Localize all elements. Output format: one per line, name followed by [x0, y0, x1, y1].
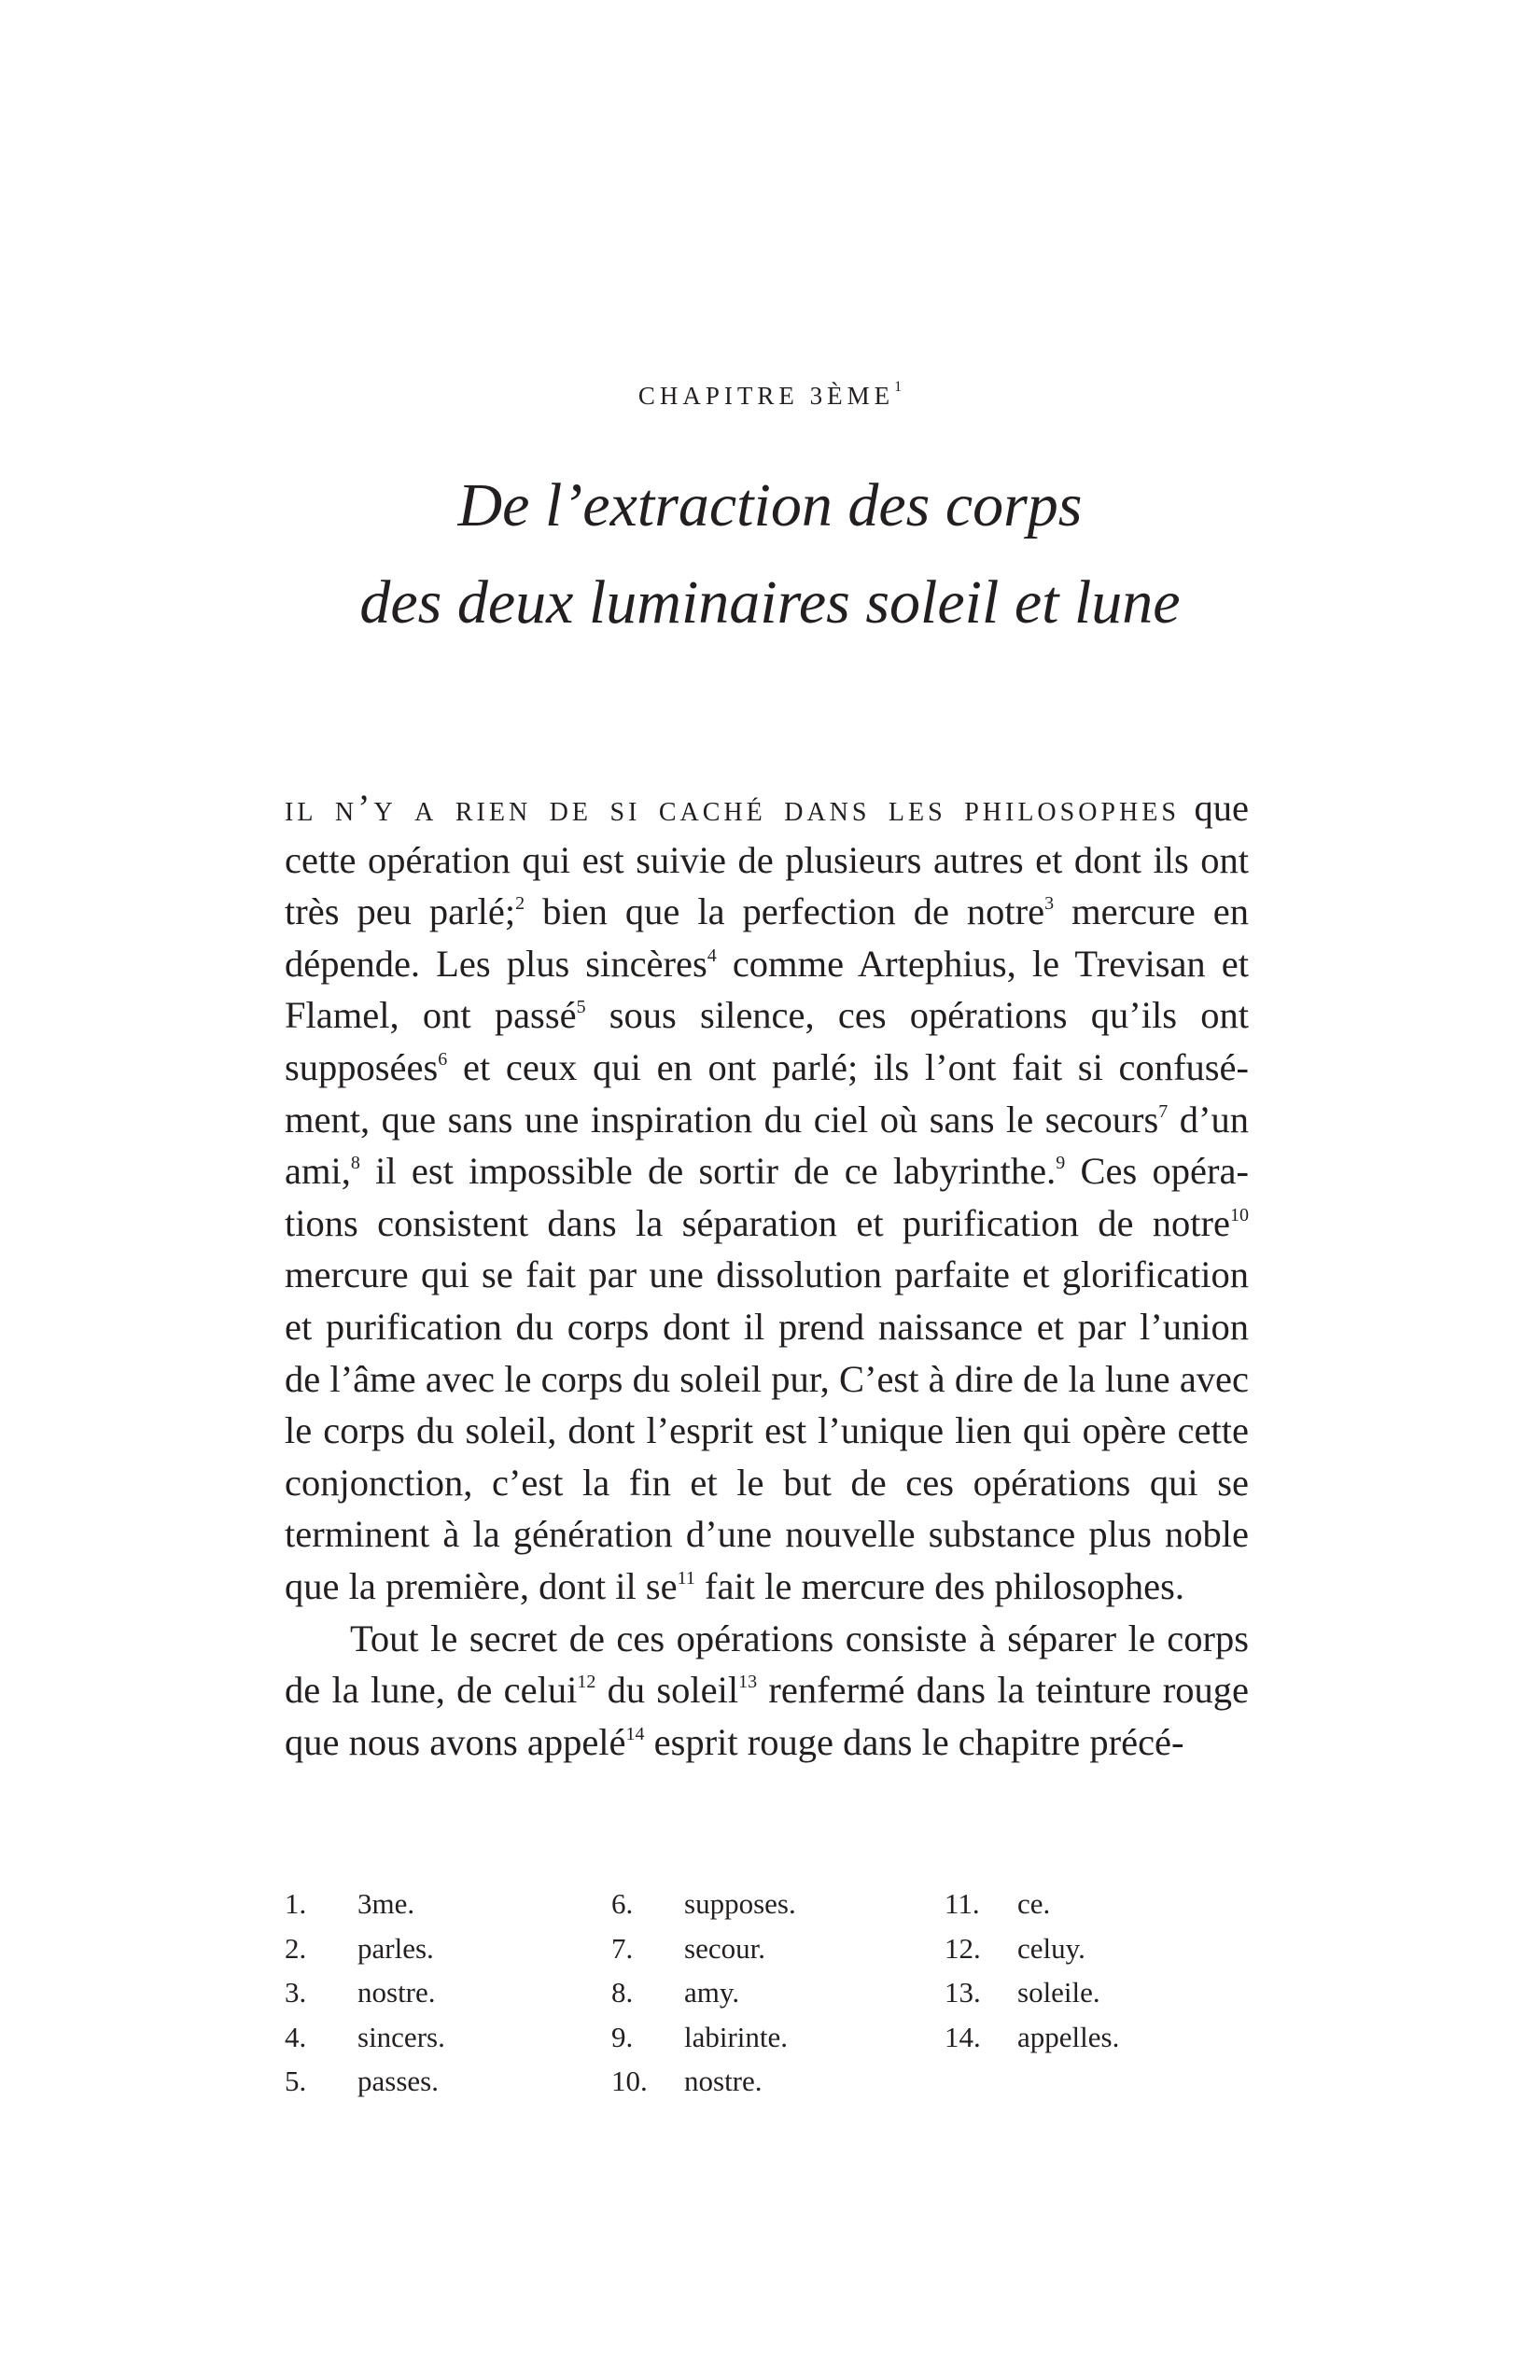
text-run: Ces opérations consistent dans la séparation et purification de notre	[285, 1150, 1249, 1244]
footnote-column-2	[611, 1882, 945, 2104]
text-run: renfermé dans la teinture rouge que nous avons appelé	[285, 1669, 1249, 1763]
footnote	[945, 1882, 1178, 1926]
footnote-text: nostre.	[357, 1976, 436, 2009]
footnote-ref-2: 2	[515, 893, 525, 915]
chapter-title-line-2: des deux luminaires soleil et lune	[359, 568, 1181, 637]
footnote	[285, 1882, 611, 1926]
footnote-number: 1.	[285, 1887, 307, 1920]
footnote-number: 13.	[945, 1976, 981, 2009]
text-run: et ceux qui en ont parlé; ils l’ont fait si confusément, que sans une inspiration du ciel où sans le secours	[285, 1045, 1249, 1141]
footnote	[945, 1926, 1178, 1971]
footnote	[285, 2059, 611, 2104]
text-run: il est impossible de sortir de ce labyrinthe.	[359, 1150, 1057, 1193]
footnote	[945, 1970, 1178, 2015]
footnote-ref-3: 3	[1044, 893, 1055, 915]
footnote	[611, 2015, 945, 2060]
footnote-number: 6.	[611, 1887, 634, 1920]
text-run: bien que la perfection de notre	[525, 890, 1045, 933]
footnote-ref-10: 10	[1230, 1204, 1249, 1225]
opening-small-caps: il n’y a rien de si caché dans les philosophes	[285, 787, 1180, 829]
footnote-number: 2.	[285, 1931, 307, 1965]
footnote-text: passes.	[357, 2065, 439, 2097]
footnote-number: 12.	[945, 1931, 981, 1965]
chapter-title	[0, 457, 1540, 651]
text-run: que cette opération qui est suivie de plusieurs autres et dont ils ont très peu parlé;	[285, 787, 1249, 933]
footnote-text: amy.	[684, 1976, 740, 2009]
footnote	[611, 1926, 945, 1971]
footnote-ref-4: 4	[707, 945, 717, 966]
footnote-text: soleile.	[1017, 1976, 1100, 2009]
footnote	[285, 1926, 611, 1971]
footnote-ref-9: 9	[1056, 1153, 1066, 1174]
footnote	[611, 2059, 945, 2104]
footnote-text: labirinte.	[684, 2020, 789, 2053]
footnote	[611, 1970, 945, 2015]
footnote-text: parles.	[357, 1931, 434, 1965]
footnotes	[285, 1882, 1181, 2104]
text-run: sous silence, ces opérations qu’ils ont supposées	[285, 994, 1249, 1088]
footnote-number: 8.	[611, 1976, 634, 2009]
paragraph-1	[285, 782, 1249, 1613]
body-text	[285, 782, 1249, 1768]
footnote	[285, 1970, 611, 2015]
footnote-ref-8: 8	[350, 1153, 360, 1174]
footnote-number: 9.	[611, 2020, 634, 2053]
footnote	[611, 1882, 945, 1926]
text-run: mercure qui se fait par une dissolution parfaite et glorification et purification du corps dont il prend naissance et par l’union de l’âme avec le corps du soleil pur, C’est à dire de la lune avec le corps du soleil, dont l’esprit est l’unique lien qui opère cette conjonction, c’est la fin et le but de ces opérations qui se terminent à la génération d’une nouvelle substance plus noble que la première, dont il se	[285, 1253, 1249, 1607]
footnote-ref-1: 1	[894, 379, 903, 395]
footnote	[945, 2015, 1178, 2060]
footnote-text: appelles.	[1017, 2020, 1120, 2053]
footnote-text: ce.	[1017, 1887, 1051, 1920]
text-run: d’un ami,	[285, 1098, 1249, 1193]
footnote-text: sincers.	[357, 2020, 445, 2053]
text-run: mercure en dépende. Les plus sincères	[285, 890, 1249, 985]
chapter-number: CHAPITRE 3ÈME	[637, 382, 895, 410]
footnote-ref-11: 11	[677, 1567, 695, 1589]
text-run: fait le mercure des philosophes.	[694, 1564, 1184, 1607]
footnote-text: secour.	[684, 1931, 765, 1965]
text-run: esprit rouge dans le chapitre précé-	[644, 1720, 1184, 1763]
footnote-ref-6: 6	[438, 1048, 448, 1070]
footnote-number: 7.	[611, 1931, 634, 1965]
chapter-title-line-1: De l’extraction des corps	[457, 471, 1083, 539]
footnote-text: celuy.	[1017, 1931, 1085, 1965]
footnote-ref-14: 14	[625, 1723, 645, 1744]
footnote-number: 10.	[611, 2065, 648, 2097]
footnote-text: nostre.	[684, 2065, 763, 2097]
footnote-number: 5.	[285, 2065, 307, 2097]
footnote-number: 11.	[945, 1887, 980, 1920]
text-run: Tout le secret de ces opérations consiste à séparer le corps de la lune, de celui	[285, 1617, 1249, 1712]
paragraph-2	[285, 1613, 1249, 1769]
footnote-ref-12: 12	[577, 1672, 596, 1693]
footnote-column-3	[945, 1882, 1178, 2104]
footnote-number: 14.	[945, 2020, 981, 2053]
footnote-number: 4.	[285, 2020, 307, 2053]
footnote-text: supposes.	[684, 1887, 796, 1920]
footnote-column-1	[285, 1882, 611, 2104]
footnote-ref-7: 7	[1158, 1100, 1169, 1122]
footnote-text: 3me.	[357, 1887, 415, 1920]
text-run: du soleil	[595, 1669, 739, 1712]
footnote-ref-5: 5	[576, 997, 586, 1018]
footnote-ref-13: 13	[738, 1672, 758, 1693]
chapter-label	[0, 377, 1540, 414]
text-run: comme Artephius, le Trevisan et Flamel, ont passé	[285, 942, 1249, 1037]
footnote-number: 3.	[285, 1976, 307, 2009]
footnote	[285, 2015, 611, 2060]
